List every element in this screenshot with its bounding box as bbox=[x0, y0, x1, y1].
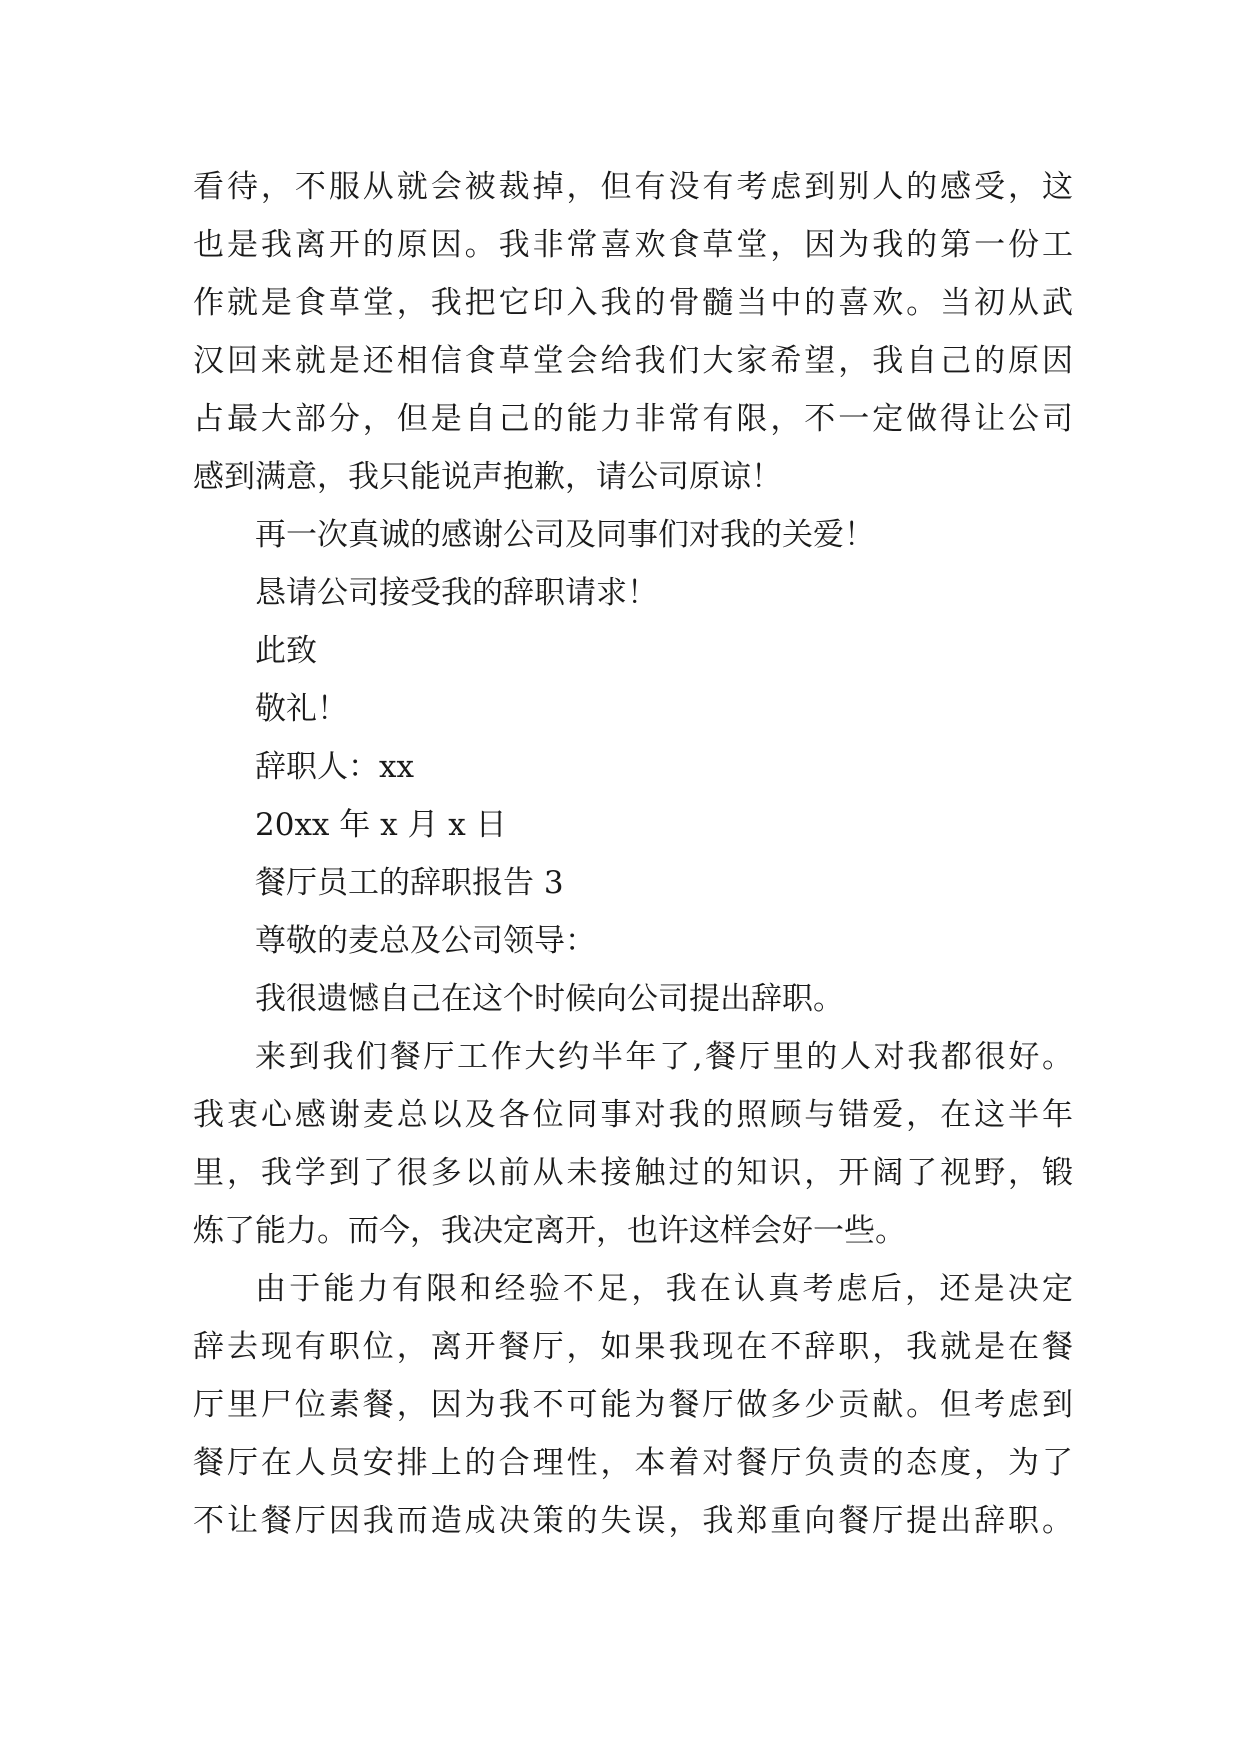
text-line: 看待，不服从就会被裁掉，但有没有考虑到别人的感受，这 bbox=[193, 169, 1073, 205]
text-line: 感到满意，我只能说声抱歉，请公司原谅！ bbox=[193, 459, 782, 495]
closing-regards: 敬礼！ bbox=[255, 691, 348, 727]
text-line: 来到我们餐厅工作大约半年了,餐厅里的人对我都很好。 bbox=[255, 1039, 1073, 1075]
text-line: 再一次真诚的感谢公司及同事们对我的关爱！ bbox=[255, 517, 875, 553]
text-line: 里，我学到了很多以前从未接触过的知识，开阔了视野，锻 bbox=[193, 1155, 1073, 1191]
greeting-line: 尊敬的麦总及公司领导： bbox=[255, 923, 596, 959]
text-line: 汉回来就是还相信食草堂会给我们大家希望，我自己的原因 bbox=[193, 343, 1073, 379]
text-line: 占最大部分，但是自己的能力非常有限，不一定做得让公司 bbox=[193, 401, 1073, 437]
text-line: 作就是食草堂，我把它印入我的骨髓当中的喜欢。当初从武 bbox=[193, 285, 1073, 321]
document-body bbox=[193, 158, 1073, 1550]
text-line: 炼了能力。而今，我决定离开，也许这样会好一些。 bbox=[193, 1213, 906, 1249]
text-line: 我衷心感谢麦总以及各位同事对我的照顾与错爱，在这半年 bbox=[193, 1097, 1073, 1133]
text-line: 餐厅在人员安排上的合理性，本着对餐厅负责的态度，为了 bbox=[193, 1445, 1073, 1481]
closing-salutation: 此致 bbox=[255, 633, 317, 669]
text-line: 厅里尸位素餐，因为我不可能为餐厅做多少贡献。但考虑到 bbox=[193, 1387, 1073, 1423]
signature-line: 辞职人：xx bbox=[255, 749, 414, 785]
date-line: 20xx 年 x 月 x 日 bbox=[255, 807, 507, 843]
text-line: 由于能力有限和经验不足，我在认真考虑后，还是决定 bbox=[255, 1271, 1073, 1307]
text-line: 我很遗憾自己在这个时候向公司提出辞职。 bbox=[255, 981, 844, 1017]
text-line: 也是我离开的原因。我非常喜欢食草堂，因为我的第一份工 bbox=[193, 227, 1073, 263]
text-line: 不让餐厅因我而造成决策的失误，我郑重向餐厅提出辞职。 bbox=[193, 1503, 1073, 1539]
section-title: 餐厅员工的辞职报告 3 bbox=[255, 865, 564, 901]
text-line: 恳请公司接受我的辞职请求！ bbox=[255, 575, 658, 611]
text-line: 辞去现有职位，离开餐厅，如果我现在不辞职，我就是在餐 bbox=[193, 1329, 1073, 1365]
